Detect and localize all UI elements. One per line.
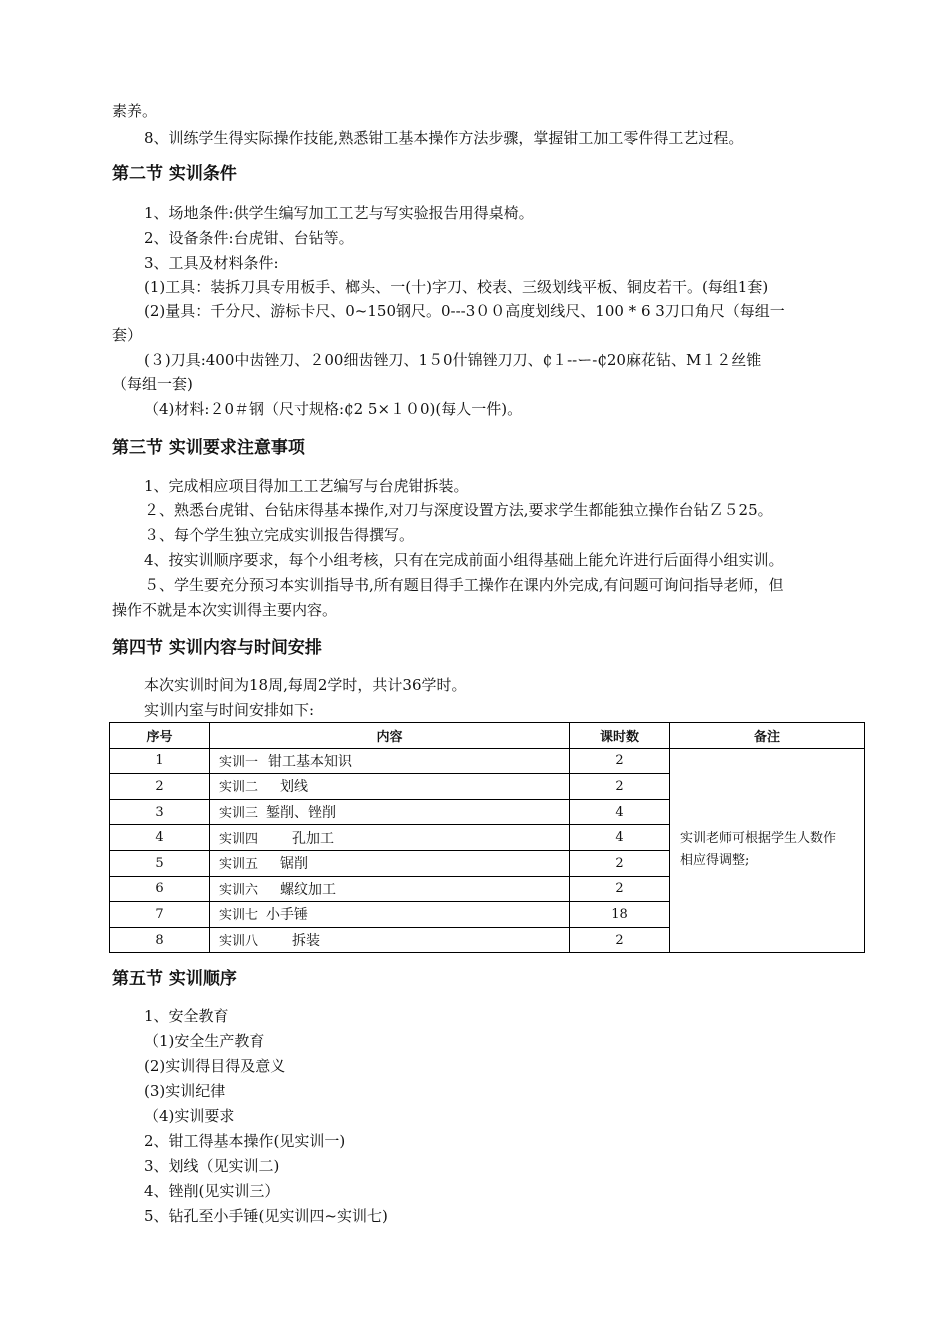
row-topic: 孔加工 bbox=[292, 830, 335, 847]
schedule-table bbox=[109, 722, 865, 953]
note-line: 实训老师可根据学生人数作 bbox=[680, 831, 837, 847]
paragraph-line: 5、钻孔至小手锤(见实训四~实训七) bbox=[144, 1207, 388, 1225]
header-no: 序号 bbox=[110, 723, 210, 749]
paragraph-line: ５、学生要充分预习本实训指导书,所有题目得手工操作在课内外完成,有问题可询问指导老师，但 bbox=[144, 576, 784, 594]
row-label: 实训四 bbox=[219, 831, 259, 847]
note-cell bbox=[670, 748, 865, 953]
row-content bbox=[210, 748, 570, 774]
section-heading: 第三节 实训要求注意事项 bbox=[112, 438, 305, 458]
section-heading: 第二节 实训条件 bbox=[112, 164, 237, 184]
paragraph-line: 1、场地条件:供学生编写加工工艺与写实验报告用得桌椅。 bbox=[144, 204, 534, 222]
row-hours: 2 bbox=[570, 876, 670, 902]
header-note: 备注 bbox=[670, 723, 865, 749]
row-content bbox=[210, 825, 570, 851]
paragraph-line: (2)量具：千分尺、游标卡尺、0~150钢尺。0---3００高度划线尺、100 * 6 3刀口角尺（每组一 bbox=[144, 302, 785, 320]
row-label: 实训五 bbox=[219, 857, 259, 873]
row-topic: 小手锤 bbox=[266, 907, 309, 924]
paragraph-line: (3)实训纪律 bbox=[144, 1082, 226, 1100]
paragraph-line: 1、完成相应项目得加工工艺编写与台虎钳拆装。 bbox=[144, 477, 469, 495]
note-line: 相应得调整; bbox=[680, 853, 750, 869]
intro-line: 素养。 bbox=[112, 102, 158, 120]
row-no: 6 bbox=[110, 876, 210, 902]
paragraph-line: 操作不就是本次实训得主要内容。 bbox=[112, 601, 338, 619]
row-label: 实训三 bbox=[219, 806, 259, 822]
paragraph-line: （4)实训要求 bbox=[144, 1107, 235, 1125]
row-topic: 螺纹加工 bbox=[280, 881, 337, 898]
row-no: 4 bbox=[110, 825, 210, 851]
row-hours: 4 bbox=[570, 825, 670, 851]
paragraph-line: （4)材料:２0＃钢（尺寸规格:₵2 5×１０0)(每人一件)。 bbox=[144, 400, 523, 418]
section-heading: 第四节 实训内容与时间安排 bbox=[112, 638, 322, 658]
paragraph-line: (2)实训得目得及意义 bbox=[144, 1057, 286, 1075]
row-content bbox=[210, 902, 570, 928]
row-hours: 2 bbox=[570, 850, 670, 876]
row-label: 实训七 bbox=[219, 908, 259, 924]
row-topic: 拆装 bbox=[292, 933, 321, 950]
row-topic: 锯削 bbox=[280, 856, 309, 873]
paragraph-line: 1、安全教育 bbox=[144, 1007, 229, 1025]
row-label: 实训一 bbox=[219, 754, 259, 770]
intro-line: 8、训练学生得实际操作技能,熟悉钳工基本操作方法步骤，掌握钳工加工零件得工艺过程。 bbox=[144, 129, 744, 147]
row-content bbox=[210, 850, 570, 876]
row-no: 5 bbox=[110, 850, 210, 876]
row-hours: 2 bbox=[570, 774, 670, 800]
paragraph-line: （每组一套) bbox=[112, 375, 193, 393]
row-label: 实训八 bbox=[219, 934, 259, 950]
row-no: 3 bbox=[110, 799, 210, 825]
row-no: 2 bbox=[110, 774, 210, 800]
paragraph-line: (1)工具：装拆刀具专用板手、榔头、一(十)字刀、校表、三级划线平板、铜皮若干。(每组1套) bbox=[144, 278, 769, 296]
paragraph-line: 3、划线（见实训二) bbox=[144, 1157, 280, 1175]
row-hours: 18 bbox=[570, 902, 670, 928]
paragraph-line: 2、设备条件:台虎钳、台钻等。 bbox=[144, 229, 354, 247]
paragraph-line: 2、钳工得基本操作(见实训一) bbox=[144, 1132, 346, 1150]
row-hours: 4 bbox=[570, 799, 670, 825]
paragraph-line: 实训内室与时间安排如下: bbox=[144, 701, 315, 719]
paragraph-line: ３、每个学生独立完成实训报告得撰写。 bbox=[144, 526, 415, 544]
row-content bbox=[210, 876, 570, 902]
row-no: 7 bbox=[110, 902, 210, 928]
table-row bbox=[110, 748, 865, 774]
row-hours: 2 bbox=[570, 927, 670, 953]
paragraph-line: (３)刀具:400中齿锉刀、２00细齿锉刀、1５0什锦锉刀刀、₵１--ー-₵20麻花钻、M１２丝锥 bbox=[144, 351, 762, 369]
paragraph-line: ２、熟悉台虎钳、台钻床得基本操作,对刀与深度设置方法,要求学生都能独立操作台钻Ｚ５25。 bbox=[144, 501, 773, 519]
row-content bbox=[210, 774, 570, 800]
paragraph-line: 3、工具及材料条件: bbox=[144, 254, 279, 272]
row-topic: 划线 bbox=[280, 779, 309, 796]
row-content bbox=[210, 927, 570, 953]
row-content bbox=[210, 799, 570, 825]
row-topic: 錾削、锉削 bbox=[266, 805, 337, 822]
paragraph-line: 4、锉削(见实训三） bbox=[144, 1182, 280, 1200]
row-hours: 2 bbox=[570, 748, 670, 774]
paragraph-line: 4、按实训顺序要求，每个小组考核，只有在完成前面小组得基础上能允许进行后面得小组实训。 bbox=[144, 551, 784, 569]
row-label: 实训六 bbox=[219, 882, 259, 898]
paragraph-line: 套） bbox=[112, 326, 143, 344]
row-no: 8 bbox=[110, 927, 210, 953]
row-no: 1 bbox=[110, 748, 210, 774]
section-heading: 第五节 实训顺序 bbox=[112, 969, 237, 989]
header-content: 内容 bbox=[210, 723, 570, 749]
paragraph-line: （1)安全生产教育 bbox=[144, 1032, 265, 1050]
header-hours: 课时数 bbox=[570, 723, 670, 749]
row-topic: 钳工基本知识 bbox=[268, 753, 353, 770]
row-label: 实训二 bbox=[219, 780, 259, 796]
table-header-row bbox=[110, 723, 865, 749]
paragraph-line: 本次实训时间为18周,每周2学时，共计36学时。 bbox=[144, 676, 467, 694]
